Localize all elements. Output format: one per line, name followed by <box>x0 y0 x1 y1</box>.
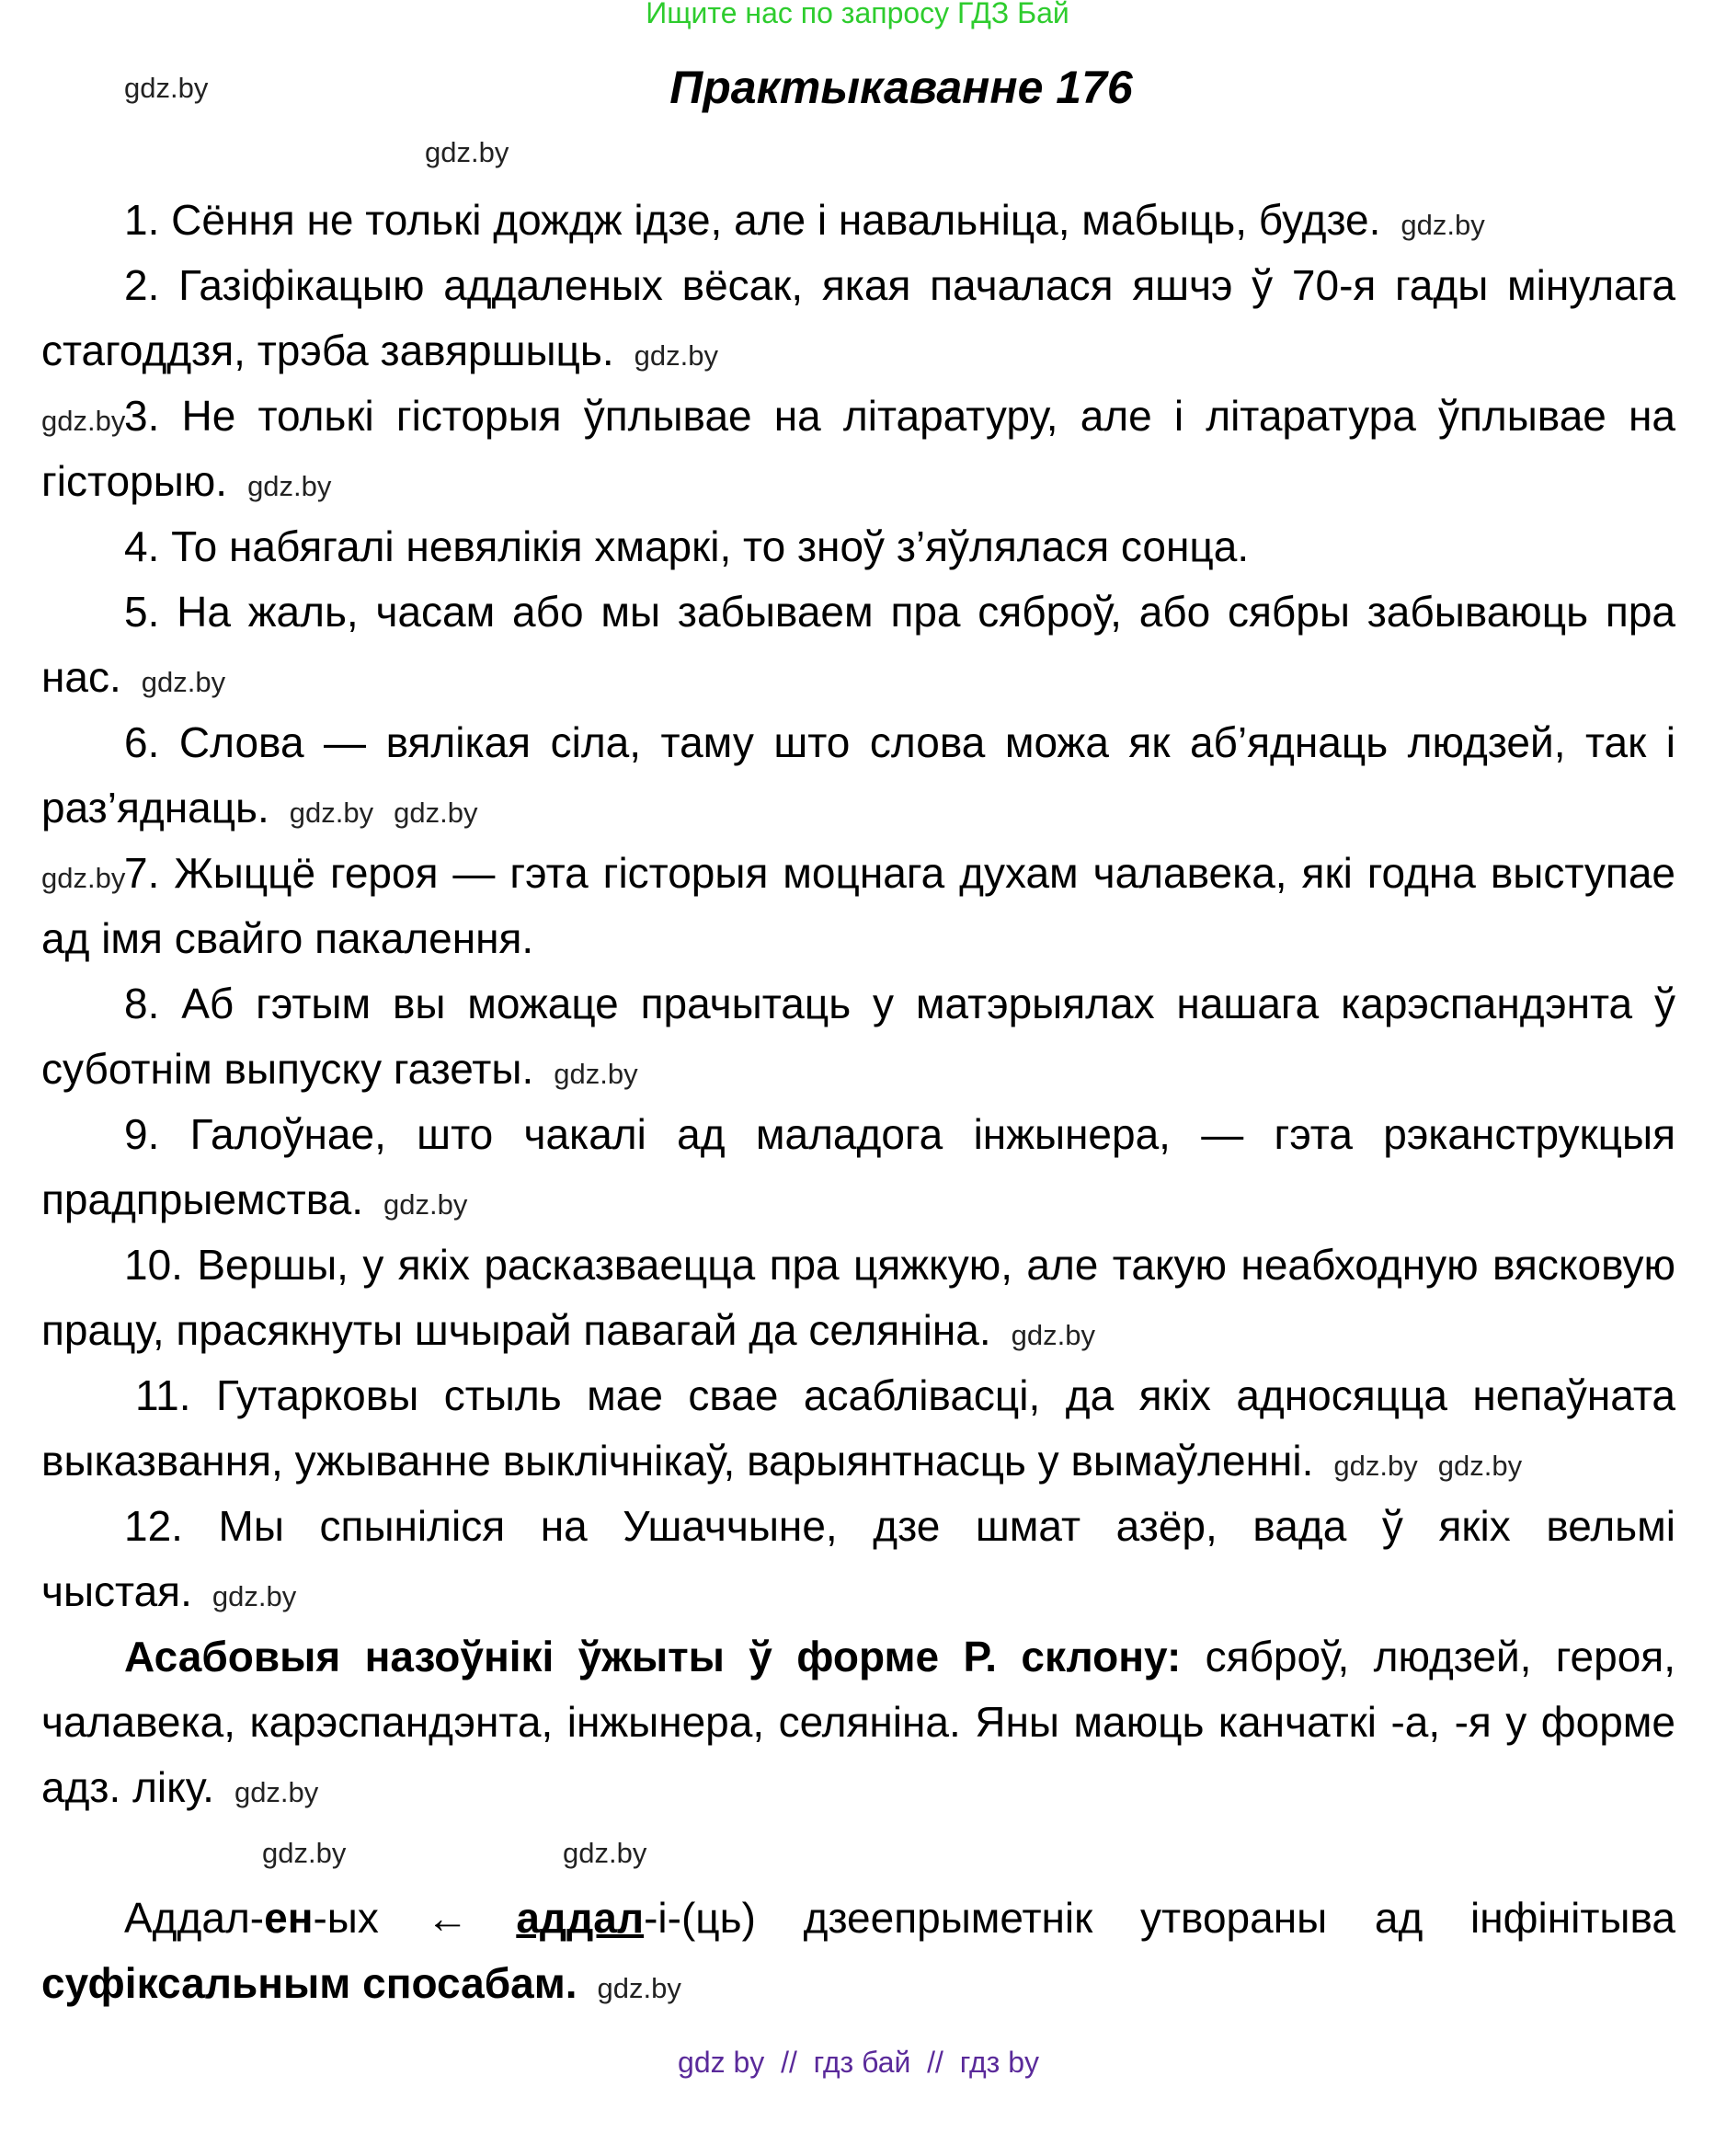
sentence-4: 4. То набягалі невялікія хмаркі, то зноў з’яўлялася сонца. <box>124 522 1250 570</box>
watermark: gdz.by <box>41 405 126 437</box>
watermark: gdz.by <box>597 1972 681 2004</box>
sentence-1 <box>41 188 1675 253</box>
sentence-3 <box>41 384 1675 514</box>
sentence-6-text: 6. Слова — вялікая сіла, таму што слова можа як аб’яднаць людзей, так і раз’яднаць. <box>41 718 1675 831</box>
watermark: gdz.by <box>634 339 718 372</box>
watermark: gdz.by <box>289 797 374 829</box>
sentence-11-text: 11. Гутарковы стыль мае свае асаблівасці, да якіх адносяцца непаўната выказвання, ужыванне выклічнікаў, варыянтнасць у вымаўленні. <box>41 1371 1675 1485</box>
derivation <box>41 1886 1675 2016</box>
sentence-11 <box>41 1363 1675 1494</box>
sentence-8-text: 8. Аб гэтым вы можаце прачытаць у матэрыялах нашага карэспандэнта ў суботнім выпуску газеты. <box>41 980 1675 1093</box>
watermark: gdz.by <box>563 1837 647 1869</box>
sentence-7 <box>41 841 1675 971</box>
footer-links[interactable]: gdz by // гдз бай // гдз by <box>678 2046 1039 2079</box>
watermark: gdz.by <box>554 1058 638 1090</box>
sentence-12-text: 12. Мы спыніліся на Ушаччыне, дзе шмат азёр, вада ў якіх вельмі чыстая. <box>41 1502 1675 1615</box>
sentence-2 <box>41 253 1675 384</box>
search-banner[interactable]: Ищите нас по запросу ГДЗ Бай <box>646 0 1069 29</box>
watermark: gdz.by <box>212 1580 297 1612</box>
sentence-9-text: 9. Галоўнае, што чакалі ад маладога інжынера, — гэта рэканструкцыя прадпрыемства. <box>41 1110 1675 1223</box>
deriv-stem: аддал <box>516 1894 645 1942</box>
summary-text: сяброў, людзей, героя, чалавека, карэспандэнта, інжынера, селяніна. Яны маюць канчаткі -а, -я у форме адз. ліку. <box>41 1633 1675 1811</box>
watermark: gdz.by <box>124 72 209 104</box>
watermark-row <box>41 1820 1675 1886</box>
watermark: gdz.by <box>1011 1319 1095 1351</box>
sentence-6 <box>41 710 1675 841</box>
deriv-part: -і-(ць) дзеепрыметнік утвораны ад інфінітыва <box>644 1894 1675 1942</box>
watermark: gdz.by <box>234 1776 319 1808</box>
watermark: gdz.by <box>383 1188 468 1221</box>
watermark: gdz.by <box>1437 1450 1523 1482</box>
deriv-part: -ых ← <box>313 1894 517 1942</box>
summary <box>41 1624 1675 1820</box>
watermark: gdz.by <box>394 797 478 829</box>
sentence-10 <box>41 1233 1675 1363</box>
exercise-body <box>41 188 1675 2081</box>
sentence-2-text: 2. Газіфікацыю аддаленых вёсак, якая пачалася яшчэ ў 70-я гады мінулага стагоддзя, трэба завяршыць. <box>41 261 1675 374</box>
watermark: gdz.by <box>141 666 226 698</box>
sentence-12 <box>41 1494 1675 1624</box>
sentence-8 <box>41 971 1675 1102</box>
sentence-5 <box>41 579 1675 710</box>
deriv-method: суфіксальным спосабам. <box>41 1959 577 2007</box>
sentence-1-text: 1. Сёння не толькі дождж ідзе, але і навальніца, мабыць, будзе. <box>124 196 1381 244</box>
page-title: Практыкаванне 176 <box>669 62 1133 113</box>
watermark: gdz.by <box>262 1837 347 1869</box>
sentence-9 <box>41 1102 1675 1233</box>
watermark: gdz.by <box>1401 209 1485 241</box>
sentence-10-text: 10. Вершы, у якіх расказваецца пра цяжкую, але такую неабходную вясковую працу, прасякнуты шчырай павагай да селяніна. <box>41 1241 1675 1354</box>
sentence-3-text: 3. Не толькі гісторыя ўплывае на літаратуру, але і літаратура ўплывае на гісторыю. <box>41 392 1675 505</box>
watermark: gdz.by <box>41 862 126 894</box>
sentence-7-text: 7. Жыццё героя — гэта гісторыя моцнага духам чалавека, які годна выступае ад імя свайго пакалення. <box>41 849 1675 962</box>
deriv-part: Аддал- <box>124 1894 265 1942</box>
watermark: gdz.by <box>247 470 332 502</box>
deriv-suffix: ен <box>264 1894 314 1942</box>
summary-heading: Асабовыя назоўнікі ўжыты ў форме Р. склону: <box>124 1633 1182 1680</box>
watermark: gdz.by <box>425 136 509 168</box>
sentence-5-text: 5. На жаль, часам або мы забываем пра сяброў, або сябры забываюць пра нас. <box>41 588 1675 701</box>
watermark: gdz.by <box>1333 1450 1418 1482</box>
